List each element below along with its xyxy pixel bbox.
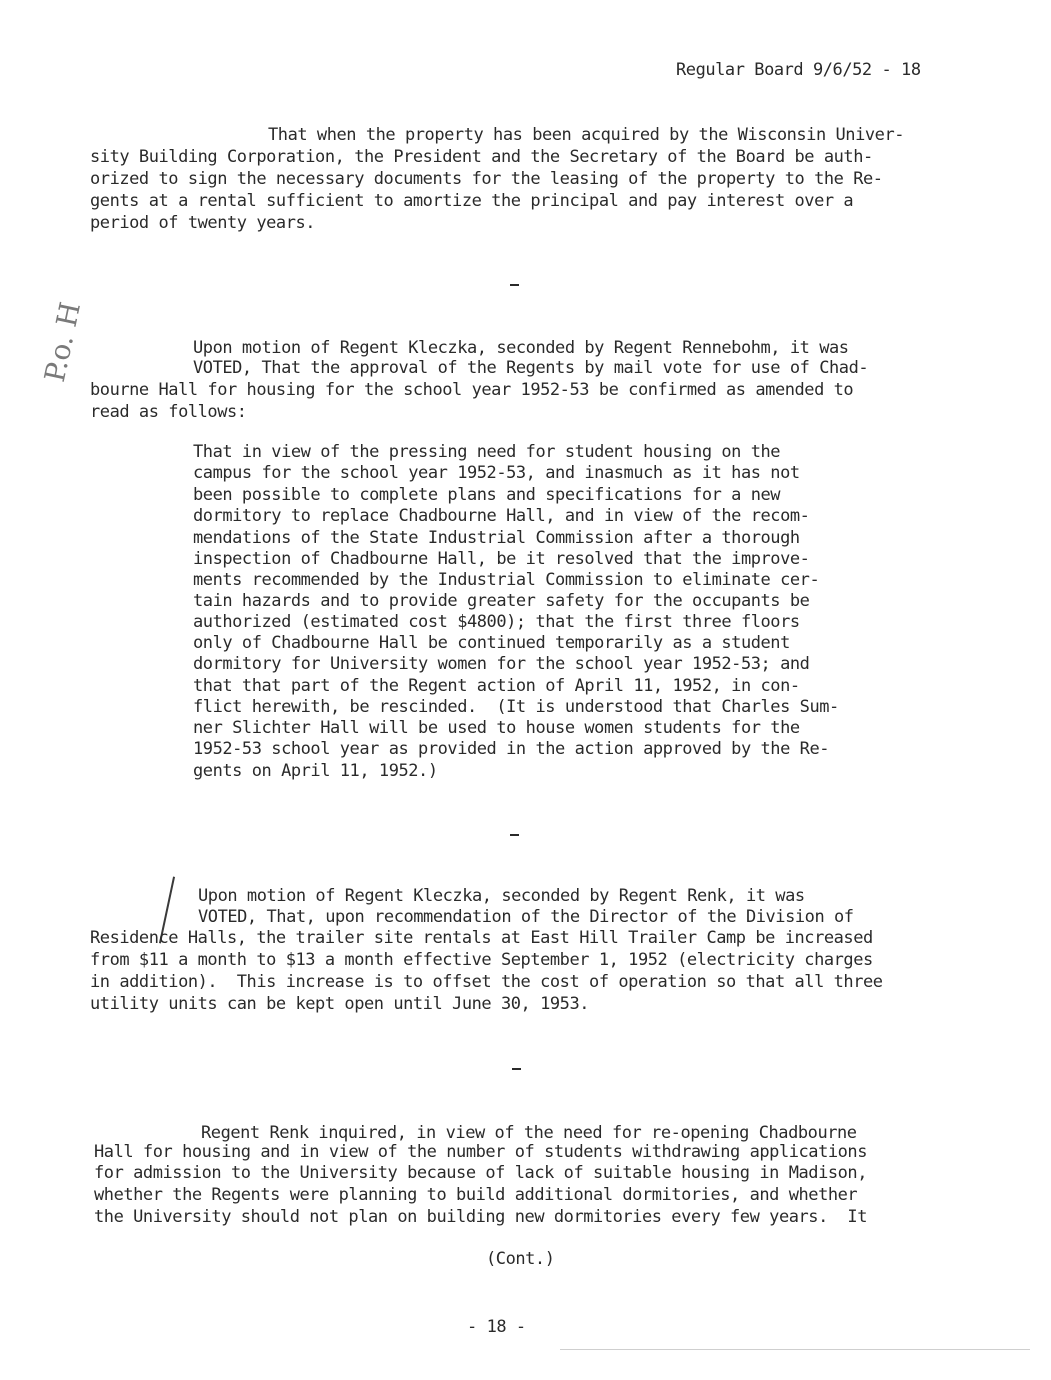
- section-separator: [510, 284, 519, 286]
- text-line: 1952-53 school year as provided in the action approved by the Re-: [193, 739, 830, 759]
- text-line: that that part of the Regent action of April 11, 1952, in con-: [193, 676, 800, 696]
- text-line: from $11 a month to $13 a month effective September 1, 1952 (electricity charges: [90, 950, 873, 970]
- text-line: dormitory for University women for the school year 1952-53; and: [193, 654, 810, 674]
- page-number: - 18 -: [467, 1317, 526, 1337]
- text-line: campus for the school year 1952-53, and inasmuch as it has not: [193, 463, 800, 483]
- text-line: been possible to complete plans and specifications for a new: [193, 485, 781, 505]
- text-line: mendations of the State Industrial Commission after a thorough: [193, 528, 800, 548]
- continued-marker: (Cont.): [486, 1249, 555, 1269]
- text-line: authorized (estimated cost $4800); that the first three floors: [193, 612, 800, 632]
- text-line: tain hazards and to provide greater safety for the occupants be: [193, 591, 810, 611]
- text-line: bourne Hall for housing for the school year 1952-53 be confirmed as amended to: [90, 380, 854, 400]
- text-line: flict herewith, be rescinded. (It is understood that Charles Sum-: [193, 697, 839, 717]
- text-line: dormitory to replace Chadbourne Hall, and in view of the recom-: [193, 506, 810, 526]
- text-line: Regent Renk inquired, in view of the need for re-opening Chadbourne: [201, 1123, 857, 1143]
- text-line: the University should not plan on building new dormitories every few years. It: [94, 1207, 868, 1227]
- text-line: orized to sign the necessary documents for the leasing of the property to the Re-: [90, 169, 883, 189]
- text-line: for admission to the University because of lack of suitable housing in Madison,: [94, 1163, 868, 1183]
- text-line: Upon motion of Regent Kleczka, seconded by Regent Rennebohm, it was: [193, 338, 849, 358]
- text-line: ments recommended by the Industrial Commission to eliminate cer-: [193, 570, 820, 590]
- text-line: read as follows:: [90, 402, 247, 422]
- margin-handwritten-note: P.o. H: [38, 299, 88, 385]
- text-line: gents at a rental sufficient to amortize the principal and pay interest over a: [90, 191, 854, 211]
- text-line: sity Building Corporation, the President and the Secretary of the Board be auth-: [90, 147, 873, 167]
- text-line: Hall for housing and in view of the number of students withdrawing applications: [94, 1142, 868, 1162]
- text-line: That in view of the pressing need for student housing on the: [193, 442, 781, 462]
- section-separator: [510, 834, 519, 836]
- section-separator: [512, 1068, 521, 1070]
- text-line: That when the property has been acquired by the Wisconsin Univer-: [268, 125, 905, 145]
- text-line: only of Chadbourne Hall be continued temporarily as a student: [193, 633, 790, 653]
- text-line: utility units can be kept open until June 30, 1953.: [90, 994, 590, 1014]
- running-head: Regular Board 9/6/52 - 18: [676, 60, 921, 80]
- text-line: VOTED, That, upon recommendation of the Director of the Division of: [198, 907, 854, 927]
- text-line: gents on April 11, 1952.): [193, 761, 438, 781]
- text-line: VOTED, That the approval of the Regents by mail vote for use of Chad-: [193, 358, 869, 378]
- text-line: in addition). This increase is to offset the cost of operation so that all three: [90, 972, 883, 992]
- text-line: ner Slichter Hall will be used to house women students for the: [193, 718, 800, 738]
- text-line: Upon motion of Regent Kleczka, seconded by Regent Renk, it was: [198, 886, 805, 906]
- scan-artifact-line: [560, 1349, 1030, 1350]
- text-line: Residence Halls, the trailer site rentals at East Hill Trailer Camp be increased: [90, 928, 873, 948]
- text-line: period of twenty years.: [90, 213, 316, 233]
- text-line: whether the Regents were planning to build additional dormitories, and whether: [94, 1185, 858, 1205]
- text-line: inspection of Chadbourne Hall, be it resolved that the improve-: [193, 549, 810, 569]
